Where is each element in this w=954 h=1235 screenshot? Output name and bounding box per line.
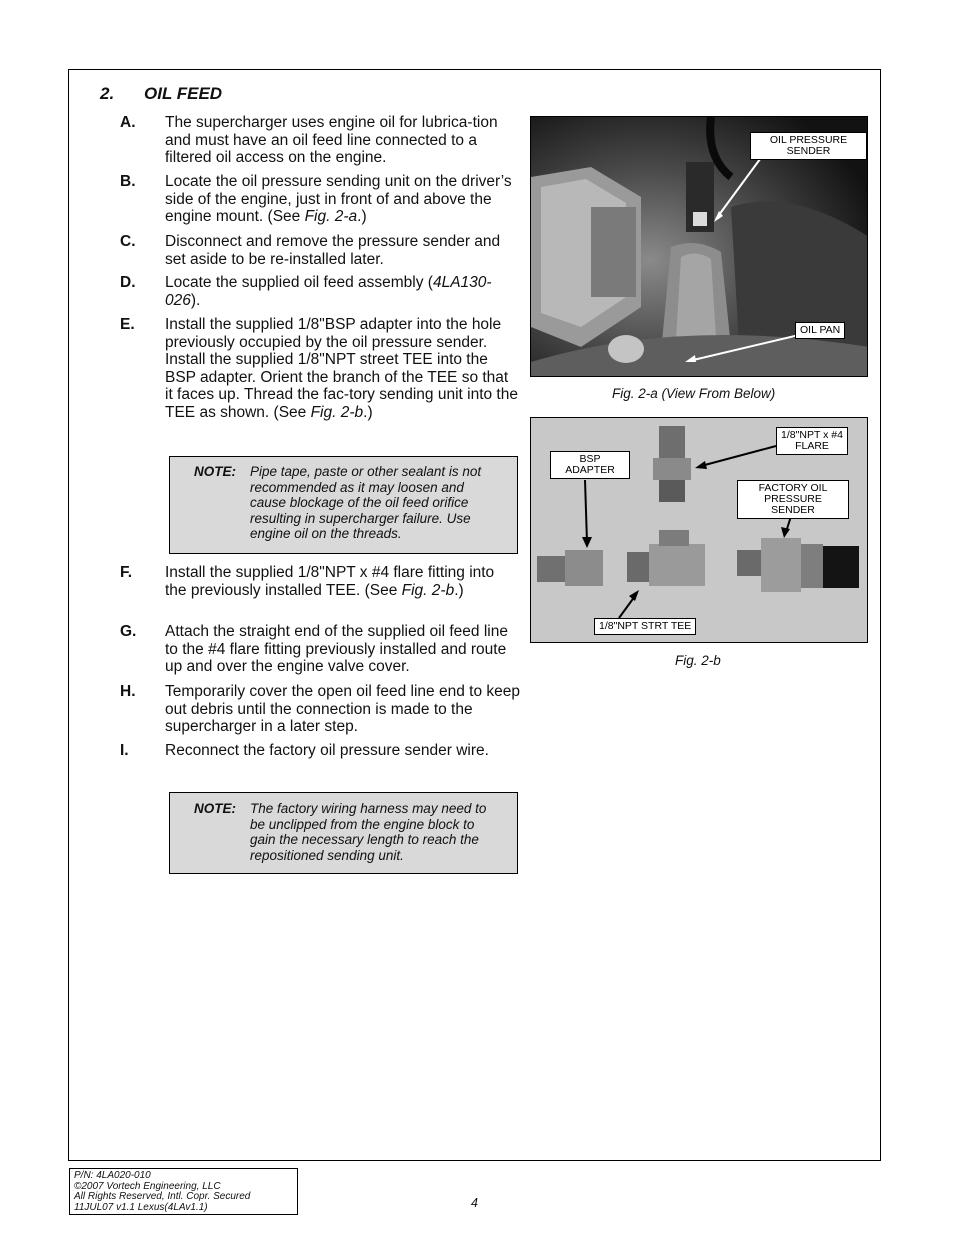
step-e xyxy=(120,316,520,421)
page-number: 4 xyxy=(471,1196,478,1210)
step-g xyxy=(120,623,520,676)
step-text: Attach the straight end of the supplied oil feed line to the #4 flare fitting previously installed and route up and over the engine valve cover. xyxy=(165,623,508,675)
rights-reserved: All Rights Reserved, Intl. Copr. Secured xyxy=(74,1191,251,1202)
step-text: Install the supplied 1/8"BSP adapter into the hole previously occupied by the oil pressure sender. Install the supplied 1/8"NPT street TEE into the BSP adapter. Orient the branch of the TEE so that it faces up. Thread the fac-tory sending unit into the TEE as shown. (See Fig. 2-b.) xyxy=(165,316,518,421)
step-letter: I. xyxy=(120,742,129,759)
step-f xyxy=(120,564,520,599)
figure-2a-caption: Fig. 2-a (View From Below) xyxy=(612,386,776,401)
figure-reference: Fig. 2-b xyxy=(401,581,455,599)
version-info: 11JUL07 v1.1 Lexus(4LAv1.1) xyxy=(74,1201,208,1213)
note-text: Pipe tape, paste or other sealant is not recommended as it may loosen and cause blockage of the oil feed orifice resulting in supercharger failure. Use engine oil on the threads. xyxy=(250,464,482,541)
callout-bsp-adapter: BSP ADAPTER xyxy=(550,451,630,479)
step-text: Locate the oil pressure sending unit on the driver’s side of the engine, just in front of and above the engine mount. (See Fig. 2-a.) xyxy=(165,173,512,225)
copyright: ©2007 Vortech Engineering, LLC xyxy=(74,1180,221,1192)
callout-oil-pan: OIL PAN xyxy=(795,322,845,339)
figure-reference: Fig. 2-b xyxy=(310,403,364,421)
step-letter: A. xyxy=(120,114,136,131)
step-text: Reconnect the factory oil pressure sender wire. xyxy=(165,742,489,759)
step-letter: B. xyxy=(120,173,136,190)
callout-npt-flare: 1/8"NPT x #4 FLARE xyxy=(776,427,848,455)
step-b xyxy=(120,173,520,226)
note-text: The factory wiring harness may need to be unclipped from the engine block to gain the necessary length to reach the repositioned sending unit. xyxy=(250,801,487,863)
footer-info-box xyxy=(69,1168,298,1215)
step-h xyxy=(120,683,520,736)
step-text: Disconnect and remove the pressure sender and set aside to be re-installed later. xyxy=(165,233,501,268)
step-text: Install the supplied 1/8"NPT x #4 flare fitting into the previously installed TEE. (See Fig. 2-b.) xyxy=(165,564,495,599)
figure-2b-caption: Fig. 2-b xyxy=(675,653,721,668)
part-number: P/N: 4LA020-010 xyxy=(74,1170,151,1181)
step-letter: F. xyxy=(120,564,133,581)
figure-reference: Fig. 2-a xyxy=(304,208,358,225)
step-letter: E. xyxy=(120,316,135,333)
section-title: OIL FEED xyxy=(144,84,223,103)
parts-photo xyxy=(530,417,868,643)
section-heading xyxy=(100,84,222,104)
step-i xyxy=(120,742,520,760)
step-letter: H. xyxy=(120,683,136,700)
note-box-wiring xyxy=(169,792,518,874)
section-number: 2. xyxy=(100,84,115,103)
step-text: Temporarily cover the open oil feed line end to keep out debris until the connection is made to the supercharger in a later step. xyxy=(165,683,520,735)
step-a xyxy=(120,114,520,167)
step-text: The supercharger uses engine oil for lubrica-tion and must have an oil feed line connected to a filtered oil access on the engine. xyxy=(165,114,498,166)
part-number-reference: 4LA130-026 xyxy=(165,274,492,309)
step-c xyxy=(120,233,520,268)
engine-photo xyxy=(530,116,868,377)
note-label: NOTE: xyxy=(194,464,236,479)
callout-oil-pressure-sender: OIL PRESSURE SENDER xyxy=(750,132,867,160)
step-d xyxy=(120,274,520,309)
note-box-sealant xyxy=(169,456,518,554)
step-letter: D. xyxy=(120,274,136,291)
callout-npt-strt-tee: 1/8"NPT STRT TEE xyxy=(594,618,696,635)
step-letter: G. xyxy=(120,623,137,640)
step-letter: C. xyxy=(120,233,136,250)
note-label: NOTE: xyxy=(194,801,236,816)
callout-factory-sender: FACTORY OIL PRESSURE SENDER xyxy=(737,480,849,519)
step-text: Locate the supplied oil feed assembly (4LA130-026). xyxy=(165,274,492,309)
